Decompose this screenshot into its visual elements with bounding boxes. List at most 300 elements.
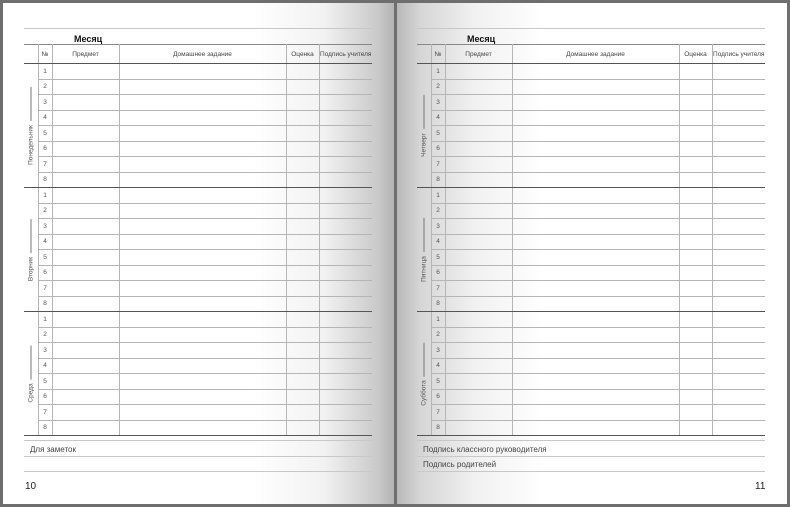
grade-cell [679,234,712,250]
teacher-signature-column-header: Подпись учителя [319,45,372,64]
subject-cell [52,296,119,312]
grade-cell [679,79,712,95]
lesson-row [417,188,765,204]
homework-column-header: Домашнее задание [119,45,286,64]
teacher-signature-cell [319,157,372,173]
lesson-number: 1 [38,64,52,80]
lesson-number: 4 [38,110,52,126]
subject-cell [52,79,119,95]
subject-cell [52,281,119,297]
lesson-row [24,64,372,80]
subject-cell [52,420,119,436]
homework-cell [512,420,679,436]
lesson-number: 6 [38,389,52,405]
lesson-row [24,358,372,374]
grade-cell [286,374,319,390]
subject-cell [445,296,512,312]
lesson-row [417,203,765,219]
teacher-signature-cell [319,141,372,157]
homework-cell [512,234,679,250]
teacher-signature-cell [319,405,372,421]
lesson-number: 6 [38,265,52,281]
grade-cell [286,358,319,374]
lesson-number: 4 [431,234,445,250]
lesson-row [417,157,765,173]
teacher-signature-cell [319,265,372,281]
grade-cell [286,296,319,312]
grade-cell [679,172,712,188]
teacher-signature-cell [712,203,765,219]
lesson-number: 8 [431,172,445,188]
teacher-signature-cell [319,420,372,436]
homework-cell [119,188,286,204]
lesson-row [24,219,372,235]
homework-cell [119,219,286,235]
subject-cell [445,126,512,142]
lesson-number: 5 [431,374,445,390]
grade-cell [679,405,712,421]
lesson-number: 1 [38,312,52,328]
lesson-number: 2 [38,327,52,343]
grade-cell [679,203,712,219]
subject-cell [445,250,512,266]
subject-cell [445,79,512,95]
signature-rule-1 [417,456,765,457]
weekday-name: Вторник [27,256,35,281]
teacher-signature-cell [712,126,765,142]
teacher-signature-cell [319,296,372,312]
lesson-row [417,312,765,328]
lesson-row [417,234,765,250]
subject-cell [52,141,119,157]
homework-cell [512,219,679,235]
grade-cell [286,389,319,405]
homework-cell [512,312,679,328]
homework-cell [119,296,286,312]
subject-cell [52,157,119,173]
lesson-number: 7 [38,157,52,173]
subject-cell [52,405,119,421]
lesson-row [417,219,765,235]
lesson-number: 2 [38,79,52,95]
lesson-number: 3 [431,95,445,111]
lesson-row [417,358,765,374]
lesson-number: 2 [431,79,445,95]
teacher-signature-cell [319,219,372,235]
weekday-name: Среда [27,382,35,403]
homework-cell [119,234,286,250]
grade-cell [286,405,319,421]
homework-cell [119,110,286,126]
subject-cell [445,327,512,343]
teacher-signature-cell [319,250,372,266]
grade-cell [679,188,712,204]
teacher-signature-cell [712,374,765,390]
lesson-number: 8 [38,420,52,436]
subject-cell [445,234,512,250]
teacher-signature-cell [712,64,765,80]
grade-cell [286,327,319,343]
homework-cell [512,296,679,312]
subject-cell [445,95,512,111]
lesson-number: 4 [38,358,52,374]
grade-cell [679,157,712,173]
teacher-signature-cell [712,250,765,266]
subject-cell [445,281,512,297]
lesson-number: 7 [431,157,445,173]
lesson-row [417,250,765,266]
month-label: Месяц [467,34,496,44]
homework-cell [512,157,679,173]
teacher-signature-cell [319,343,372,359]
subject-cell [52,265,119,281]
lesson-number: 8 [431,420,445,436]
grade-cell [286,343,319,359]
teacher-signature-cell [319,374,372,390]
subject-cell [52,203,119,219]
subject-cell [445,312,512,328]
teacher-signature-cell [712,219,765,235]
grade-cell [286,420,319,436]
teacher-signature-cell [319,389,372,405]
day-cell [24,64,38,188]
homework-cell [512,141,679,157]
homework-cell [119,126,286,142]
lesson-number: 1 [431,188,445,204]
teacher-signature-cell [712,157,765,173]
teacher-signature-cell [319,172,372,188]
lesson-number: 8 [38,172,52,188]
lesson-number: 7 [38,281,52,297]
grade-cell [679,312,712,328]
grade-column-header: Оценка [286,45,319,64]
lesson-number: 1 [38,188,52,204]
homework-cell [119,64,286,80]
grade-cell [286,157,319,173]
lesson-number: 3 [431,219,445,235]
weekday-label [420,342,427,405]
teacher-signature-cell [712,296,765,312]
subject-cell [445,265,512,281]
weekday-name: Четверг [420,132,428,157]
teacher-signature-cell [319,281,372,297]
homework-cell [119,281,286,297]
homework-cell [512,126,679,142]
grade-cell [286,312,319,328]
teacher-signature-cell [712,172,765,188]
subject-cell [52,358,119,374]
subject-cell [52,95,119,111]
lesson-row [24,389,372,405]
weekday-name: Понедельник [27,124,35,165]
lesson-number: 7 [431,405,445,421]
teacher-signature-cell [712,420,765,436]
teacher-signature-cell [319,95,372,111]
teacher-signature-cell [712,312,765,328]
month-label: Месяц [74,34,103,44]
number-column-header: № [38,45,52,64]
notes-rule-2 [24,471,372,472]
lesson-row [24,79,372,95]
subject-cell [52,343,119,359]
number-column-header: № [431,45,445,64]
grade-cell [286,234,319,250]
teacher-signature-cell [319,234,372,250]
teacher-signature-cell [712,405,765,421]
grade-cell [286,64,319,80]
lesson-row [24,95,372,111]
grade-cell [286,126,319,142]
grade-cell [679,250,712,266]
lesson-row [24,420,372,436]
lesson-row [417,420,765,436]
grade-cell [679,389,712,405]
schedule-table [24,44,372,436]
lesson-row [24,327,372,343]
lesson-number: 2 [431,327,445,343]
lesson-number: 4 [38,234,52,250]
lesson-number: 8 [38,296,52,312]
lesson-number: 6 [38,141,52,157]
lesson-row [417,141,765,157]
grade-cell [679,110,712,126]
weekday-label [420,95,427,157]
lesson-number: 6 [431,389,445,405]
lesson-row [24,203,372,219]
grade-cell [286,281,319,297]
grade-cell [679,358,712,374]
grade-cell [679,141,712,157]
day-cell [417,312,431,436]
subject-cell [445,389,512,405]
signature-rule-top [417,440,765,441]
teacher-signature-cell [712,281,765,297]
lesson-row [24,141,372,157]
weekday-label [27,87,34,165]
day-cell [417,64,431,188]
grade-cell [286,79,319,95]
weekday-underline [30,345,31,379]
weekday-underline [423,95,424,129]
teacher-signature-cell [319,312,372,328]
homework-cell [119,172,286,188]
left-page [3,3,394,504]
subject-cell [52,327,119,343]
grade-cell [286,265,319,281]
lesson-number: 1 [431,64,445,80]
lesson-number: 5 [431,250,445,266]
weekday-label [27,345,34,402]
subject-cell [445,157,512,173]
subject-cell [445,110,512,126]
grade-cell [286,110,319,126]
grade-cell [286,172,319,188]
teacher-signature-cell [319,126,372,142]
subject-column-header: Предмет [52,45,119,64]
grade-cell [286,188,319,204]
grade-cell [679,374,712,390]
homework-cell [512,79,679,95]
lesson-row [417,265,765,281]
teacher-signature-cell [712,188,765,204]
lesson-row [24,172,372,188]
subject-cell [445,374,512,390]
subject-cell [445,141,512,157]
lesson-row [417,296,765,312]
grade-cell [679,281,712,297]
homework-cell [512,343,679,359]
subject-cell [52,172,119,188]
homework-cell [119,265,286,281]
subject-cell [445,358,512,374]
lesson-number: 5 [38,374,52,390]
lesson-number: 3 [38,95,52,111]
teacher-signature-cell [319,79,372,95]
grade-cell [679,64,712,80]
weekday-underline [30,87,31,121]
teacher-signature-cell [712,95,765,111]
lesson-number: 5 [38,250,52,266]
weekday-underline [30,218,31,252]
teacher-signature-cell [712,327,765,343]
subject-cell [52,64,119,80]
homework-cell [119,79,286,95]
lesson-row [24,374,372,390]
notes-label: Для заметок [30,445,76,454]
day-column-header [24,45,38,64]
class-teacher-signature-label: Подпись классного руководителя [423,445,547,454]
homework-cell [119,405,286,421]
lesson-number: 1 [431,312,445,328]
subject-cell [52,126,119,142]
subject-cell [52,389,119,405]
homework-cell [119,389,286,405]
subject-cell [445,219,512,235]
teacher-signature-column-header: Подпись учителя [712,45,765,64]
lesson-row [24,110,372,126]
left-page-content [24,3,372,504]
lesson-row [24,250,372,266]
day-column-header [417,45,431,64]
homework-cell [512,64,679,80]
homework-cell [512,172,679,188]
lesson-row [417,343,765,359]
teacher-signature-cell [712,358,765,374]
grade-cell [679,95,712,111]
lesson-number: 3 [431,343,445,359]
lesson-row [24,405,372,421]
lesson-row [24,157,372,173]
homework-cell [512,110,679,126]
teacher-signature-cell [712,141,765,157]
homework-cell [119,420,286,436]
grade-cell [679,219,712,235]
homework-cell [512,203,679,219]
subject-cell [445,405,512,421]
subject-column-header: Предмет [445,45,512,64]
subject-cell [445,343,512,359]
grade-cell [286,203,319,219]
weekday-name: Пятница [420,255,428,282]
lesson-row [24,312,372,328]
notes-rule-top [24,440,372,441]
lesson-row [24,265,372,281]
subject-cell [445,188,512,204]
homework-cell [119,141,286,157]
teacher-signature-cell [712,265,765,281]
subject-cell [445,420,512,436]
homework-cell [512,389,679,405]
homework-cell [119,95,286,111]
grade-column-header: Оценка [679,45,712,64]
lesson-number: 3 [38,343,52,359]
grade-cell [679,420,712,436]
teacher-signature-cell [319,188,372,204]
right-page [397,3,787,504]
top-rule [417,28,765,29]
grade-cell [286,219,319,235]
subject-cell [445,172,512,188]
lesson-row [24,296,372,312]
weekday-underline [423,342,424,376]
homework-cell [119,374,286,390]
homework-cell [512,95,679,111]
lesson-row [24,188,372,204]
subject-cell [52,374,119,390]
homework-cell [512,358,679,374]
teacher-signature-cell [712,234,765,250]
lesson-number: 3 [38,219,52,235]
lesson-number: 2 [38,203,52,219]
teacher-signature-cell [712,389,765,405]
lesson-number: 6 [431,141,445,157]
parents-signature-label: Подпись родителей [423,460,497,469]
grade-cell [286,250,319,266]
right-page-content [417,3,765,504]
lesson-number: 7 [38,405,52,421]
lesson-row [417,79,765,95]
lesson-number: 6 [431,265,445,281]
grade-cell [679,126,712,142]
lesson-row [417,281,765,297]
day-cell [417,188,431,312]
lesson-number: 4 [431,110,445,126]
lesson-row [417,374,765,390]
notes-rule-1 [24,456,372,457]
homework-cell [119,250,286,266]
homework-cell [512,405,679,421]
lesson-row [24,234,372,250]
homework-cell [512,281,679,297]
weekday-label [27,218,34,280]
subject-cell [52,312,119,328]
page-number: 11 [755,481,766,492]
lesson-number: 2 [431,203,445,219]
homework-cell [119,312,286,328]
grade-cell [679,265,712,281]
lesson-row [417,389,765,405]
lesson-number: 7 [431,281,445,297]
lesson-row [417,110,765,126]
homework-cell [512,265,679,281]
homework-cell [512,327,679,343]
lesson-row [417,405,765,421]
signature-rule-2 [417,471,765,472]
lesson-row [417,327,765,343]
teacher-signature-cell [712,110,765,126]
teacher-signature-cell [319,110,372,126]
homework-cell [512,250,679,266]
